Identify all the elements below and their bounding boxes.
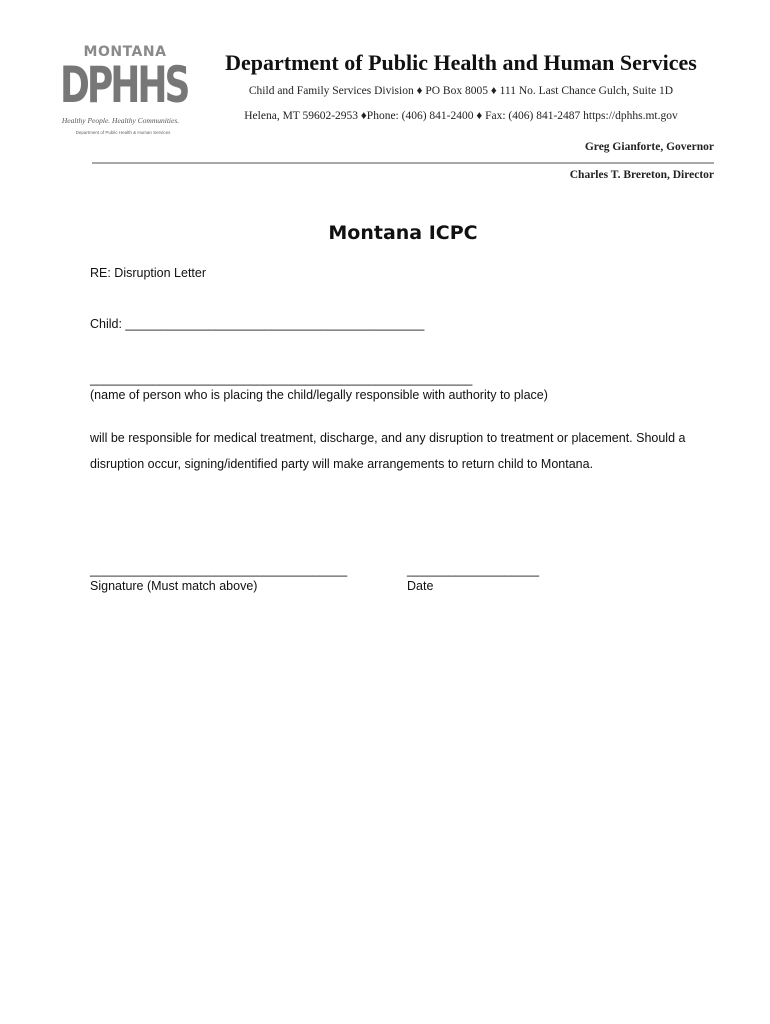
logo-subtitle: Department of Public Health & Human Services xyxy=(75,130,171,135)
address-line-2: Helena, MT 59602-2953 ♦Phone: (406) 841-2400 ♦ Fax: (406) 841-2487 https://dphhs.mt.gov xyxy=(244,110,678,122)
responsibility-paragraph-line-2: disruption occur, signing/identified party will make arrangements to return child to Montana. xyxy=(90,457,594,471)
re-line: RE: Disruption Letter xyxy=(90,266,207,280)
department-title: Department of Public Health and Human Services xyxy=(225,50,697,75)
document-heading: Montana ICPC xyxy=(328,222,478,244)
dphhs-logo xyxy=(58,44,188,139)
date-label: Date xyxy=(407,579,434,593)
header-divider xyxy=(92,162,714,164)
child-field[interactable]: Child: ___________________________________________ xyxy=(90,317,425,331)
director-name: Charles T. Brereton, Director xyxy=(569,169,714,181)
responsibility-paragraph-line-1: will be responsible for medical treatment, discharge, and any disruption to treatment or placement. Should a xyxy=(90,431,686,445)
responsible-party-caption: (name of person who is placing the child/legally responsible with authority to place) xyxy=(90,388,548,402)
signature-label: Signature (Must match above) xyxy=(90,579,258,593)
date-field[interactable]: ___________________ xyxy=(407,563,540,577)
address-line-1: Child and Family Services Division ♦ PO Box 8005 ♦ 111 No. Last Chance Gulch, Suite 1D xyxy=(248,85,674,97)
governor-name: Greg Gianforte, Governor xyxy=(584,141,714,153)
signature-field[interactable]: _____________________________________ xyxy=(90,563,348,577)
logo-tagline: Healthy People. Healthy Communities. xyxy=(61,116,180,125)
logo-montana-text: MONTANA xyxy=(83,44,167,60)
logo-dphhs-text: DPHHS xyxy=(60,56,188,115)
responsible-party-field[interactable]: _______________________________________________________ xyxy=(90,372,473,386)
